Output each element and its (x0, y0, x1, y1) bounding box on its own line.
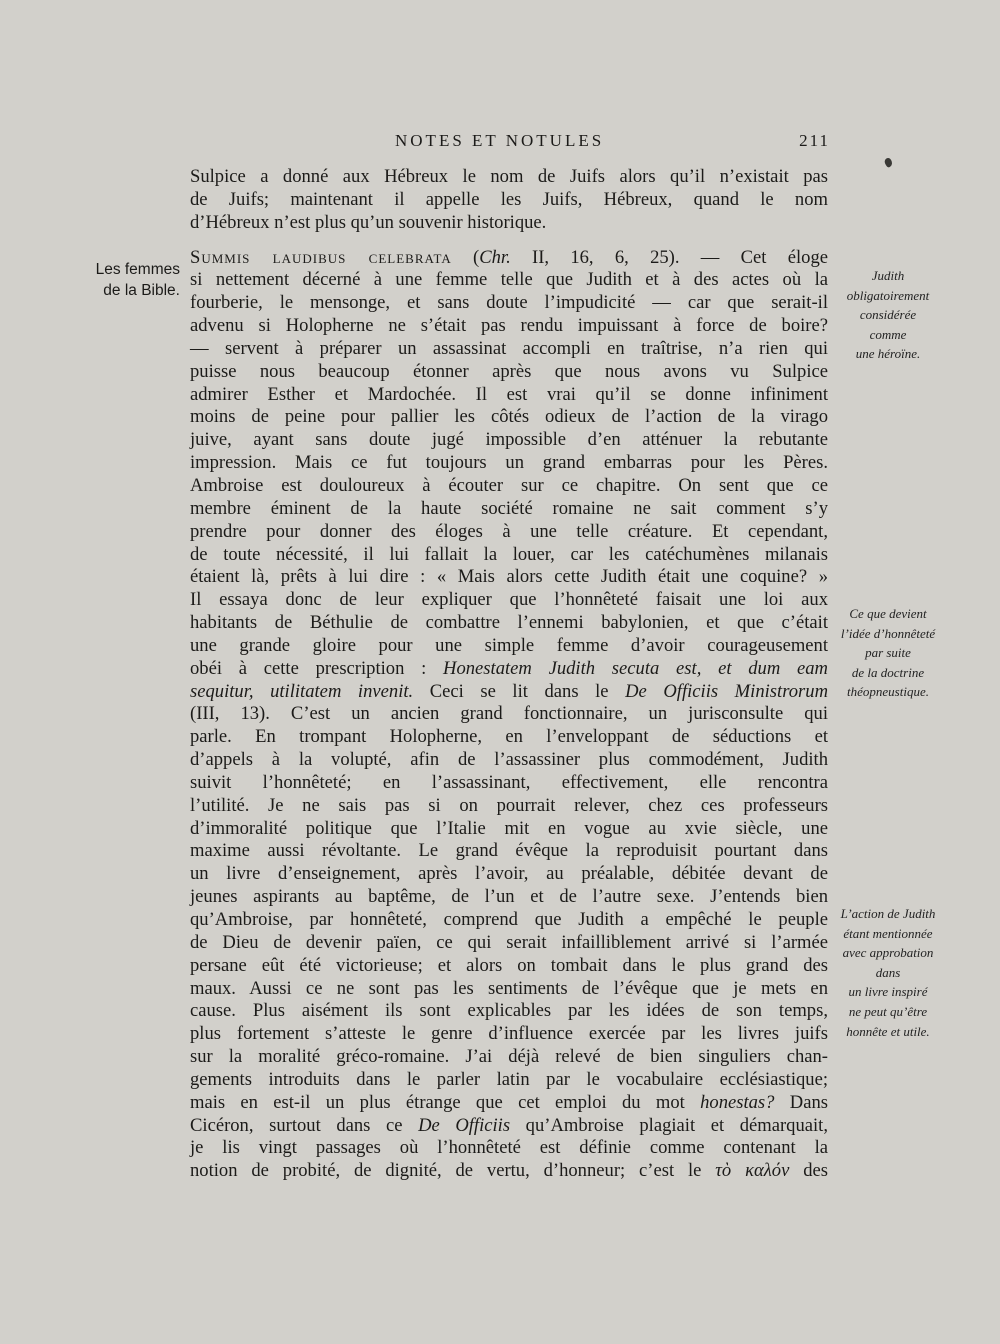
text-line: sequitur, utilitatem invenit. Ceci se lit dans le De Officiis Ministrorum (190, 680, 828, 702)
text-line: — servent à préparer un assassinat accompli en traîtrise, n’a rien qui (190, 337, 828, 359)
gloss-line: l’idée d’honnêteté (840, 625, 936, 641)
margin-gloss-judith-heroine (818, 266, 958, 364)
text-line: l’utilité. Je ne sais pas si on pourrait relever, chez ces professeurs (190, 794, 828, 816)
text-line: si nettement décerné à une femme telle que Judith et à des actes où la (190, 269, 828, 291)
greek-term: τὸ καλόν (715, 1160, 790, 1182)
text-line: obéi à cette prescription : Honestatem Judith secuta est, et dum eam (190, 657, 828, 679)
lemma-quotation: Summis laudibus celebrata (190, 246, 452, 268)
gloss-line: L’action de Judith (840, 906, 936, 921)
side-heading (60, 259, 180, 301)
gloss-line: Judith (871, 268, 905, 283)
gloss-line: dans (875, 964, 901, 980)
gloss-line: de la doctrine (851, 664, 925, 680)
work-title: De Officiis Ministrorum (625, 680, 828, 702)
text-line: habitants de Béthulie de combattre l’ennemi babylonien, et que c’était (190, 612, 828, 634)
margin-gloss-honnetete (818, 604, 958, 702)
text-line: mais en est-il un plus étrange que cet emploi du mot honestas? Dans (190, 1091, 828, 1113)
text-line: étaient là, prêts à lui dire : « Mais alors cette Judith était une coquine? » (190, 566, 828, 588)
text-line: Cicéron, surtout dans ce De Officiis qu’Ambroise plagiait et démarquait, (190, 1114, 828, 1136)
running-head (190, 131, 830, 155)
gloss-line: comme (869, 326, 907, 342)
gloss-line: étant mentionnée (843, 925, 933, 941)
text-line: gements introduits dans le parler latin par le vocabulaire ecclésiastique; (190, 1068, 828, 1090)
gloss-line: ne peut qu’être (848, 1003, 928, 1019)
text-line: maux. Aussi ce ne sont pas les sentiments de l’évêque que je mets en (190, 977, 828, 999)
text-line: impression. Mais ce fut toujours un grand embarras pour les Pères. (190, 452, 828, 474)
text-line: parle. En trompant Holopherne, en l’enveloppant de séductions et (190, 726, 828, 748)
side-heading-line: de la Bible. (103, 282, 180, 299)
text-line: qu’Ambroise, par honnêteté, comprend que Judith a empêché le peuple (190, 909, 828, 930)
text-line: membre éminent de la haute société romaine ne sait comment s’y (190, 497, 828, 519)
text-line: Summis laudibus celebrata (Chr. II, 16, 6, 25). — Cet éloge (190, 246, 828, 268)
gloss-line: théopneustique. (847, 684, 929, 700)
text-line: suivit l’honnêteté; en l’assassinant, effectivement, elle rencontra (190, 771, 828, 793)
gloss-line: une héroïne. (855, 346, 921, 362)
text-line: maxime aussi révoltante. Le grand évêque la reproduisit pourtant dans (190, 840, 828, 862)
text-line: un livre d’enseignement, après l’avoir, au préalable, débitée devant de (190, 863, 828, 885)
gloss-line: considérée (859, 307, 917, 323)
text-line: admirer Esther et Mardochée. Il est vrai qu’il se donne infiniment (190, 383, 828, 405)
page-number: 211 (799, 131, 830, 150)
gloss-line: avec approbation (842, 945, 934, 961)
reference-abbrev: Chr. (479, 246, 511, 268)
text-line: sur la moralité gréco-romaine. J’ai déjà relevé de bien singuliers chan- (190, 1046, 828, 1068)
text-line: d’appels à la volupté, afin de l’assassiner plus commodément, Judith (190, 749, 828, 771)
text-line: prendre pour donner des éloges à une telle créature. Et cependant, (190, 520, 828, 542)
text-line: notion de probité, de dignité, de vertu, d’honneur; c’est le τὸ καλόν des (190, 1160, 828, 1182)
text-line: de Dieu de devenir païen, ce qui serait infailliblement arrivé si l’armée (190, 931, 828, 953)
text-line: advenu si Holopherne ne s’était pas rendu impuissant à force de boire? (190, 315, 828, 337)
ink-speck (883, 157, 894, 168)
text-line: je lis vingt passages où l’honnêteté est définie comme contenant la (190, 1137, 828, 1159)
gloss-line: honnête et utile. (846, 1023, 930, 1039)
latin-quotation: Honestatem Judith secuta est, et dum eam (443, 657, 828, 679)
gloss-line: obligatoirement (846, 287, 930, 303)
latin-word: honestas? (700, 1091, 775, 1113)
text-line: plus fortement s’atteste le genre d’influence exercée par les livres juifs (190, 1023, 828, 1045)
text-line: juive, ayant sans doute jugé impossible d’en atténuer la rebutante (190, 429, 828, 451)
text-line: une grande gloire pour une simple femme d’avoir courageusement (190, 634, 828, 656)
text-line: persane eût été victorieuse; et alors on tombait dans le plus grand des (190, 954, 828, 976)
text-line: cause. Plus aisément ils sont explicables par les idées de son temps, (190, 1000, 828, 1022)
text-line: de Juifs; maintenant il appelle les Juifs, Hébreux, quand le nom (190, 188, 828, 210)
running-head-title: NOTES ET NOTULES (395, 131, 605, 150)
latin-quotation: sequitur, utilitatem invenit. (190, 680, 414, 702)
text-line: puisse nous beaucoup étonner après que nous avons vu Sulpice (190, 360, 828, 382)
margin-gloss-action-judith (818, 904, 958, 1041)
text-line: moins de peine pour pallier les côtés odieux de l’action de la virago (190, 406, 828, 428)
work-title: De Officiis (418, 1114, 511, 1136)
gloss-line: un livre inspiré (848, 984, 928, 1000)
text-line: de toute nécessité, il lui fallait la louer, car les catéchumènes milanais (190, 543, 828, 565)
text-line: Il essaya donc de leur expliquer que l’honnêteté faisait une loi aux (190, 589, 828, 611)
text-line: Sulpice a donné aux Hébreux le nom de Juifs alors qu’il n’existait pas (190, 166, 828, 187)
text-line: fourberie, le mensonge, et sans doute l’impudicité — car que serait-il (190, 292, 828, 314)
text-line: jeunes aspirants au baptême, de l’un et de l’autre sexe. J’entends bien (190, 886, 828, 908)
text-line: Ambroise est douloureux à écouter sur ce chapitre. On sent que ce (190, 474, 828, 496)
side-heading-line: Les femmes (95, 261, 180, 278)
gloss-line: Ce que devient (849, 606, 927, 621)
text-line: d’Hébreux n’est plus qu’un souvenir historique. (190, 211, 547, 233)
text-line: (III, 13). C’est un ancien grand fonctionnaire, un jurisconsulte qui (190, 703, 828, 725)
body-text (190, 166, 828, 1183)
gloss-line: par suite (865, 645, 911, 661)
text-line: d’immoralité politique que l’Italie mit en vogue au xvie siècle, une (190, 817, 828, 839)
